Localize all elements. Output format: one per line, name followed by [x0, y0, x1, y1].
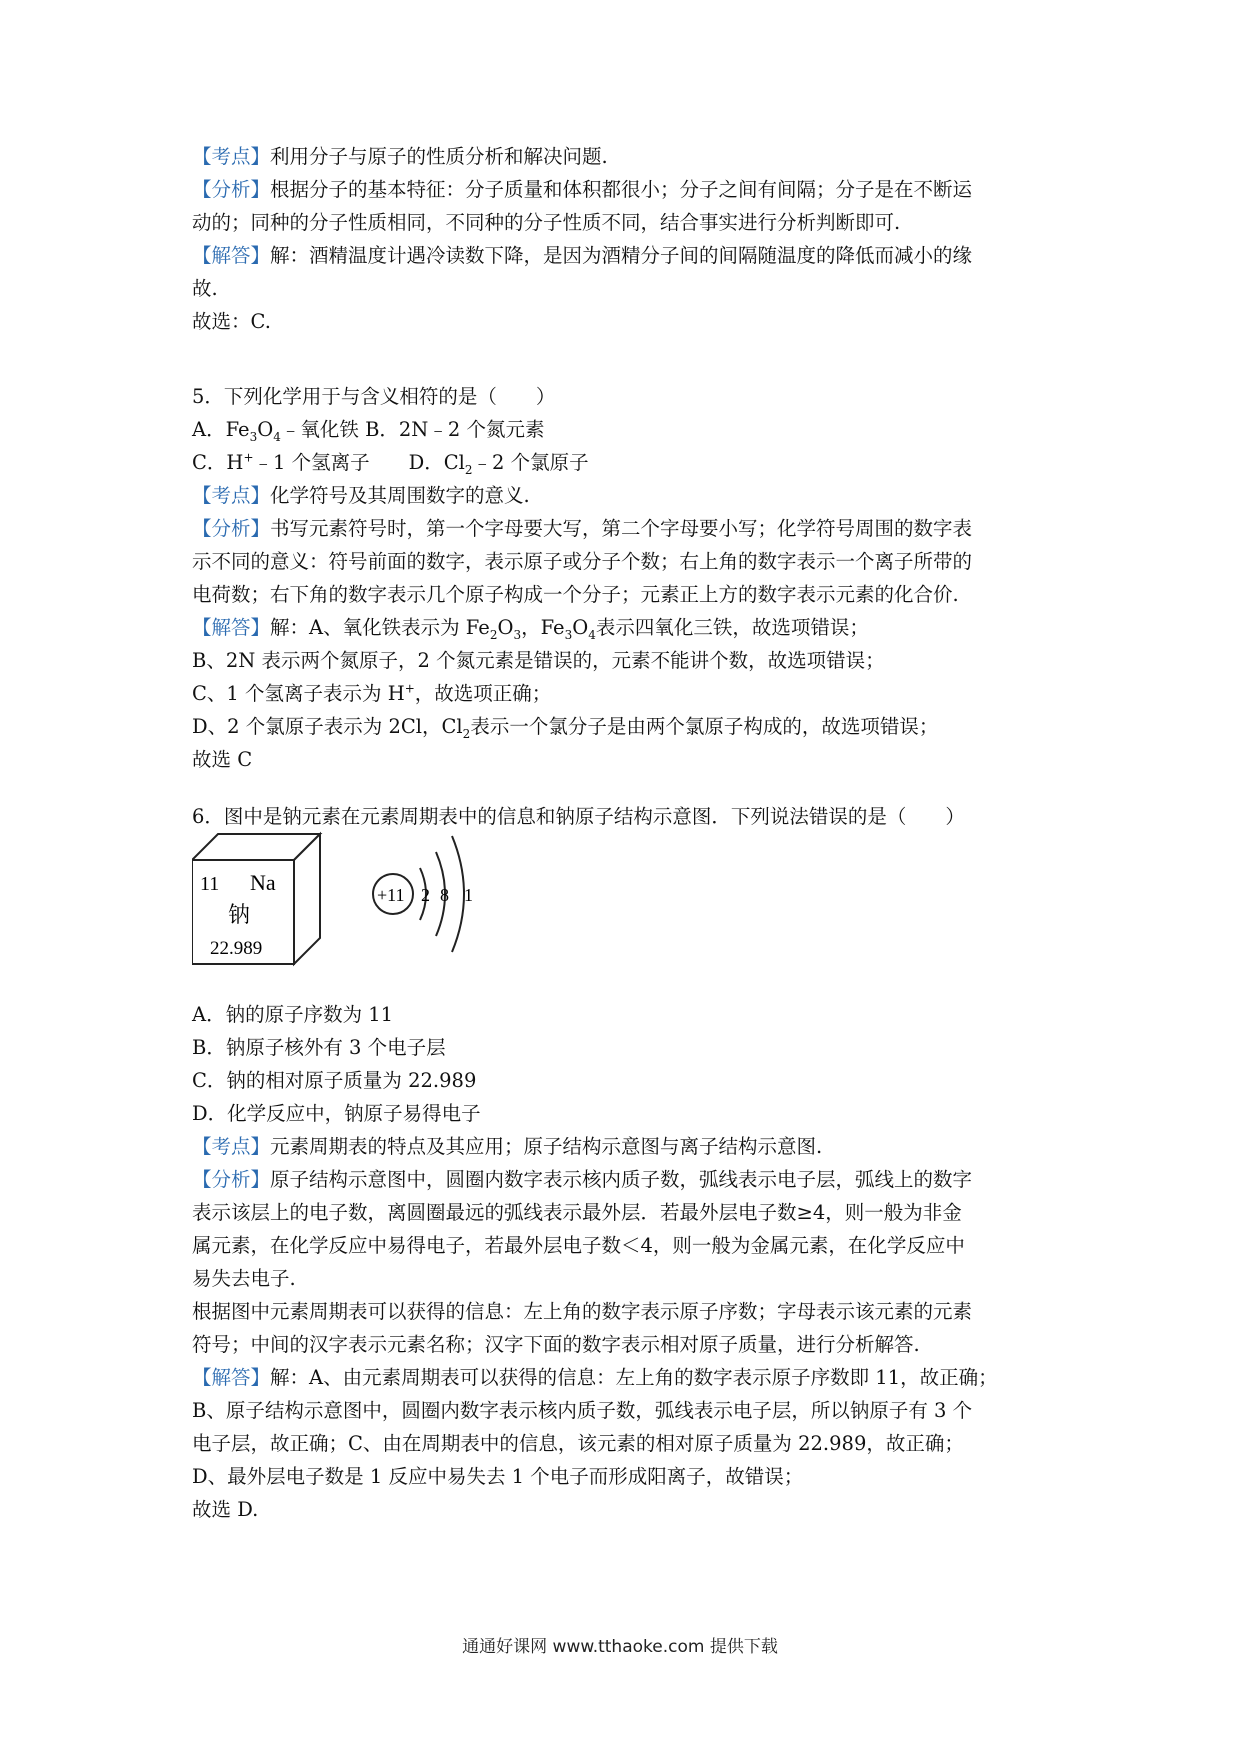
text-line [192, 547, 972, 577]
text-line [192, 241, 972, 271]
section-tag: 【考点】 [192, 145, 271, 168]
text-line [192, 580, 959, 610]
line-text: 根据分子的基本特征：分子质量和体积都很小；分子之间有间隔；分子是在不断运 [270, 178, 973, 201]
section-tag: 【分析】 [192, 1168, 271, 1191]
subscript: 4 [273, 429, 281, 444]
section-tag: 【分析】 [192, 517, 271, 540]
text-line [192, 307, 271, 337]
line-text: 元素周期表的特点及其应用；原子结构示意图与离子结构示意图. [270, 1135, 823, 1158]
shell-2-count: 8 [440, 885, 449, 905]
text-line [192, 802, 965, 832]
page-footer: 通通好课网 www.tthaoke.com 提供下载 [462, 1637, 778, 1657]
line-text: 化学符号及其周围数字的意义. [270, 484, 530, 507]
subscript: 4 [588, 627, 596, 642]
superscript: + [404, 681, 415, 696]
text-line [192, 646, 885, 676]
text-line [192, 1495, 258, 1525]
line-text: ﹣1 个氢离子 D．Cl [253, 451, 465, 474]
line-text: ，故选项正确； [414, 682, 552, 705]
line-text: 解：酒精温度计遇冷读数下降，是因为酒精分子间的间隔随温度的降低而减小的缘 [270, 244, 973, 267]
line-text: 解：A、由元素周期表可以获得的信息：左上角的数字表示原子序数即 11，故正确； [270, 1366, 998, 1389]
line-text: 易失去电子. [192, 1267, 296, 1290]
line-text: 动的；同种的分子性质相同，不同种的分子性质不同，结合事实进行分析判断即可. [192, 211, 901, 234]
line-text: D、2 个氯原子表示为 2Cl，Cl [192, 715, 463, 738]
section-tag: 【分析】 [192, 178, 271, 201]
line-text: 解：A、氧化铁表示为 Fe [270, 616, 490, 639]
card-atomic-number: 11 [200, 873, 220, 895]
text-line [192, 208, 900, 238]
text-line [192, 613, 869, 643]
line-text: B、原子结构示意图中，圆圈内数字表示核内质子数，弧线表示电子层，所以钠原子有 3 个 [192, 1399, 973, 1422]
line-text: ﹣氧化铁 B．2N﹣2 个氮元素 [280, 418, 545, 441]
text-line [192, 1330, 920, 1360]
text-line [192, 274, 218, 304]
line-text: 5．下列化学用于与含义相符的是（ ） [192, 385, 556, 408]
line-text: 书写元素符号时，第一个字母要大写，第二个字母要小写；化学符号周围的数字表 [270, 517, 973, 540]
shell-3-count: 1 [464, 885, 473, 905]
text-line [192, 415, 544, 445]
sodium-atom-structure [370, 822, 490, 972]
text-line [192, 1264, 296, 1294]
line-text: 故. [192, 277, 218, 300]
line-text: C．H [192, 451, 244, 474]
text-line [192, 142, 608, 172]
text-line [192, 175, 972, 205]
section-tag: 【考点】 [192, 484, 271, 507]
line-text: 利用分子与原子的性质分析和解决问题. [270, 145, 608, 168]
line-text: 根据图中元素周期表可以获得的信息：左上角的数字表示原子序数；字母表示该元素的元素 [192, 1300, 973, 1323]
text-line [192, 514, 972, 544]
line-text: 原子结构示意图中，圆圈内数字表示核内质子数，弧线表示电子层，弧线上的数字 [270, 1168, 973, 1191]
line-text: 6．图中是钠元素在元素周期表中的信息和钠原子结构示意图．下列说法错误的是（ ） [192, 805, 965, 828]
line-text: 示不同的意义：符号前面的数字，表示原子或分子个数；右上角的数字表示一个离子所带的 [192, 550, 973, 573]
text-line [192, 745, 252, 775]
line-text: O [257, 418, 274, 441]
text-line [192, 382, 555, 412]
line-text: A．Fe [192, 418, 250, 441]
line-text: C、1 个氢离子表示为 H [192, 682, 405, 705]
line-text: B．钠原子核外有 3 个电子层 [192, 1036, 446, 1059]
text-line [192, 1099, 481, 1129]
text-line [192, 1363, 998, 1393]
line-text: 故选：C. [192, 310, 271, 333]
text-line [192, 712, 938, 742]
text-line [192, 1132, 822, 1162]
text-line [192, 1198, 962, 1228]
section-tag: 【解答】 [192, 1366, 271, 1389]
line-text: D、最外层电子数是 1 反应中易失去 1 个电子而形成阳离子，故错误； [192, 1465, 804, 1488]
card-name: 钠 [228, 902, 251, 927]
text-line [192, 481, 530, 511]
line-text: D．化学反应中，钠原子易得电子 [192, 1102, 481, 1125]
shell-1-count: 2 [421, 885, 430, 905]
line-text: 表示该层上的电子数，离圆圈最远的弧线表示最外层．若最外层电子数≥4，则一般为非金 [192, 1201, 962, 1224]
line-text: C．钠的相对原子质量为 22.989 [192, 1069, 477, 1092]
section-tag: 【解答】 [192, 244, 271, 267]
text-line [192, 1297, 972, 1327]
line-text: 电子层，故正确；C、由在周期表中的信息，该元素的相对原子质量为 22.989，故正确； [192, 1432, 964, 1455]
subscript: 2 [462, 726, 471, 741]
line-text: 表示四氧化三铁，故选项错误； [595, 616, 869, 639]
superscript: + [243, 450, 254, 465]
section-tag: 【解答】 [192, 616, 271, 639]
subscript: 3 [513, 627, 522, 642]
text-line [192, 679, 551, 709]
line-text: A．钠的原子序数为 11 [192, 1003, 394, 1026]
text-line [192, 1000, 393, 1030]
line-text: ﹣2 个氯原子 [472, 451, 589, 474]
nucleus-charge: +11 [377, 885, 405, 905]
text-line [192, 1462, 803, 1492]
line-text: O [572, 616, 589, 639]
subscript: 3 [564, 627, 573, 642]
section-tag: 【考点】 [192, 1135, 271, 1158]
line-text: O [497, 616, 514, 639]
text-line [192, 1165, 972, 1195]
text-line [192, 448, 589, 478]
subscript: 3 [249, 429, 258, 444]
subscript: 2 [464, 462, 473, 477]
line-text: 符号；中间的汉字表示元素名称；汉字下面的数字表示相对原子质量，进行分析解答. [192, 1333, 920, 1356]
text-line [192, 1231, 965, 1261]
line-text: 属元素，在化学反应中易得电子，若最外层电子数＜4，则一般为金属元素，在化学反应中 [192, 1234, 965, 1257]
line-text: B、2N 表示两个氮原子，2 个氮元素是错误的，元素不能讲个数，故选项错误； [192, 649, 885, 672]
line-text: 故选 D. [192, 1498, 259, 1521]
line-text: 电荷数；右下角的数字表示几个原子构成一个分子；元素正上方的数字表示元素的化合价. [192, 583, 959, 606]
card-mass: 22.989 [210, 938, 263, 959]
line-text: 故选 C [192, 748, 253, 771]
text-line [192, 1396, 972, 1426]
text-line [192, 1033, 446, 1063]
line-text: 表示一个氯分子是由两个氯原子构成的，故选项错误； [470, 715, 939, 738]
text-line [192, 1429, 964, 1459]
sodium-element-card [192, 830, 342, 970]
text-line [192, 1066, 476, 1096]
card-symbol: Na [250, 870, 276, 895]
line-text: ，Fe [521, 616, 565, 639]
subscript: 2 [489, 627, 498, 642]
